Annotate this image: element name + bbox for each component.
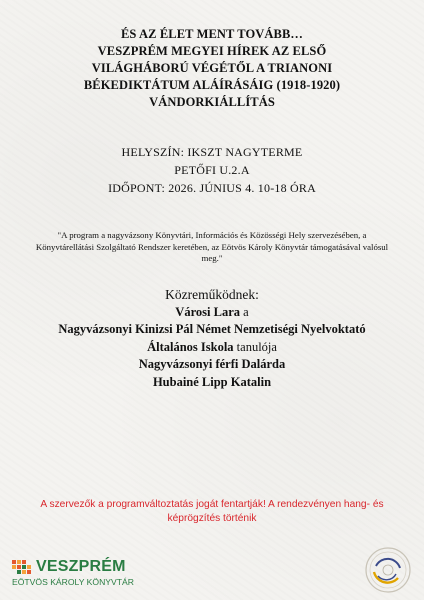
collaborator-person: Hubainé Lipp Katalin	[152, 374, 272, 389]
collaborators-heading: Közreműködnek:	[165, 287, 259, 302]
title-line: ÉS AZ ÉLET MENT TOVÁBB…	[121, 27, 303, 41]
collaborator-line	[0, 339, 424, 357]
collaborator-choir: Nagyvázsonyi férfi Dalárda	[138, 357, 286, 371]
squares-logo-icon	[12, 560, 34, 578]
collaborator-text: tanulója	[233, 339, 277, 354]
title-line: VESZPRÉM MEGYEI HÍREK AZ ELSŐ	[97, 44, 327, 58]
collaborator-line	[0, 304, 424, 322]
logo-subtitle: EÖTVÖS KÁROLY KÖNYVTÁR	[12, 577, 134, 587]
poster-title	[0, 26, 424, 111]
library-logo	[12, 558, 152, 590]
collaborator-text: a	[240, 304, 249, 319]
collaborators-block	[0, 286, 424, 391]
title-line: VILÁGHÁBORÚ VÉGÉTŐL A TRIANONI	[91, 61, 333, 75]
circular-emblem-icon	[364, 546, 412, 594]
title-line: VÁNDORKIÁLLÍTÁS	[149, 95, 275, 109]
logo-name: VESZPRÉM	[36, 558, 126, 575]
venue-address: PETŐFI U.2.A	[174, 163, 250, 177]
collaborator-name: Városi Lara	[175, 304, 240, 319]
title-line: BÉKEDIKTÁTUM ALÁÍRÁSÁIG (1918-1920)	[83, 78, 341, 92]
venue-block	[0, 143, 424, 197]
organizer-notice: A szervezők a programváltoztatás jogát fentartják! A rendezvényen hang- és képrögzítés történik	[40, 499, 384, 524]
venue-location: HELYSZÍN: IKSZT NAGYTERME	[121, 145, 303, 159]
collaborator-school-type: Általános Iskola	[147, 339, 234, 354]
event-time: IDŐPONT: 2026. JÚNIUS 4. 10-18 ÓRA	[108, 181, 316, 195]
collaborator-school: Nagyvázsonyi Kinizsi Pál Német Nemzetiségi Nyelvoktató	[58, 322, 366, 336]
funding-quote: "A program a nagyvázsony Könyvtári, Információs és Közösségi Hely szervezésében, a Könyvtárellátási Szolgáltató Rendszer keretében, az Eötvös Károly Könyvtár támogatásával valósul meg."	[35, 230, 389, 263]
